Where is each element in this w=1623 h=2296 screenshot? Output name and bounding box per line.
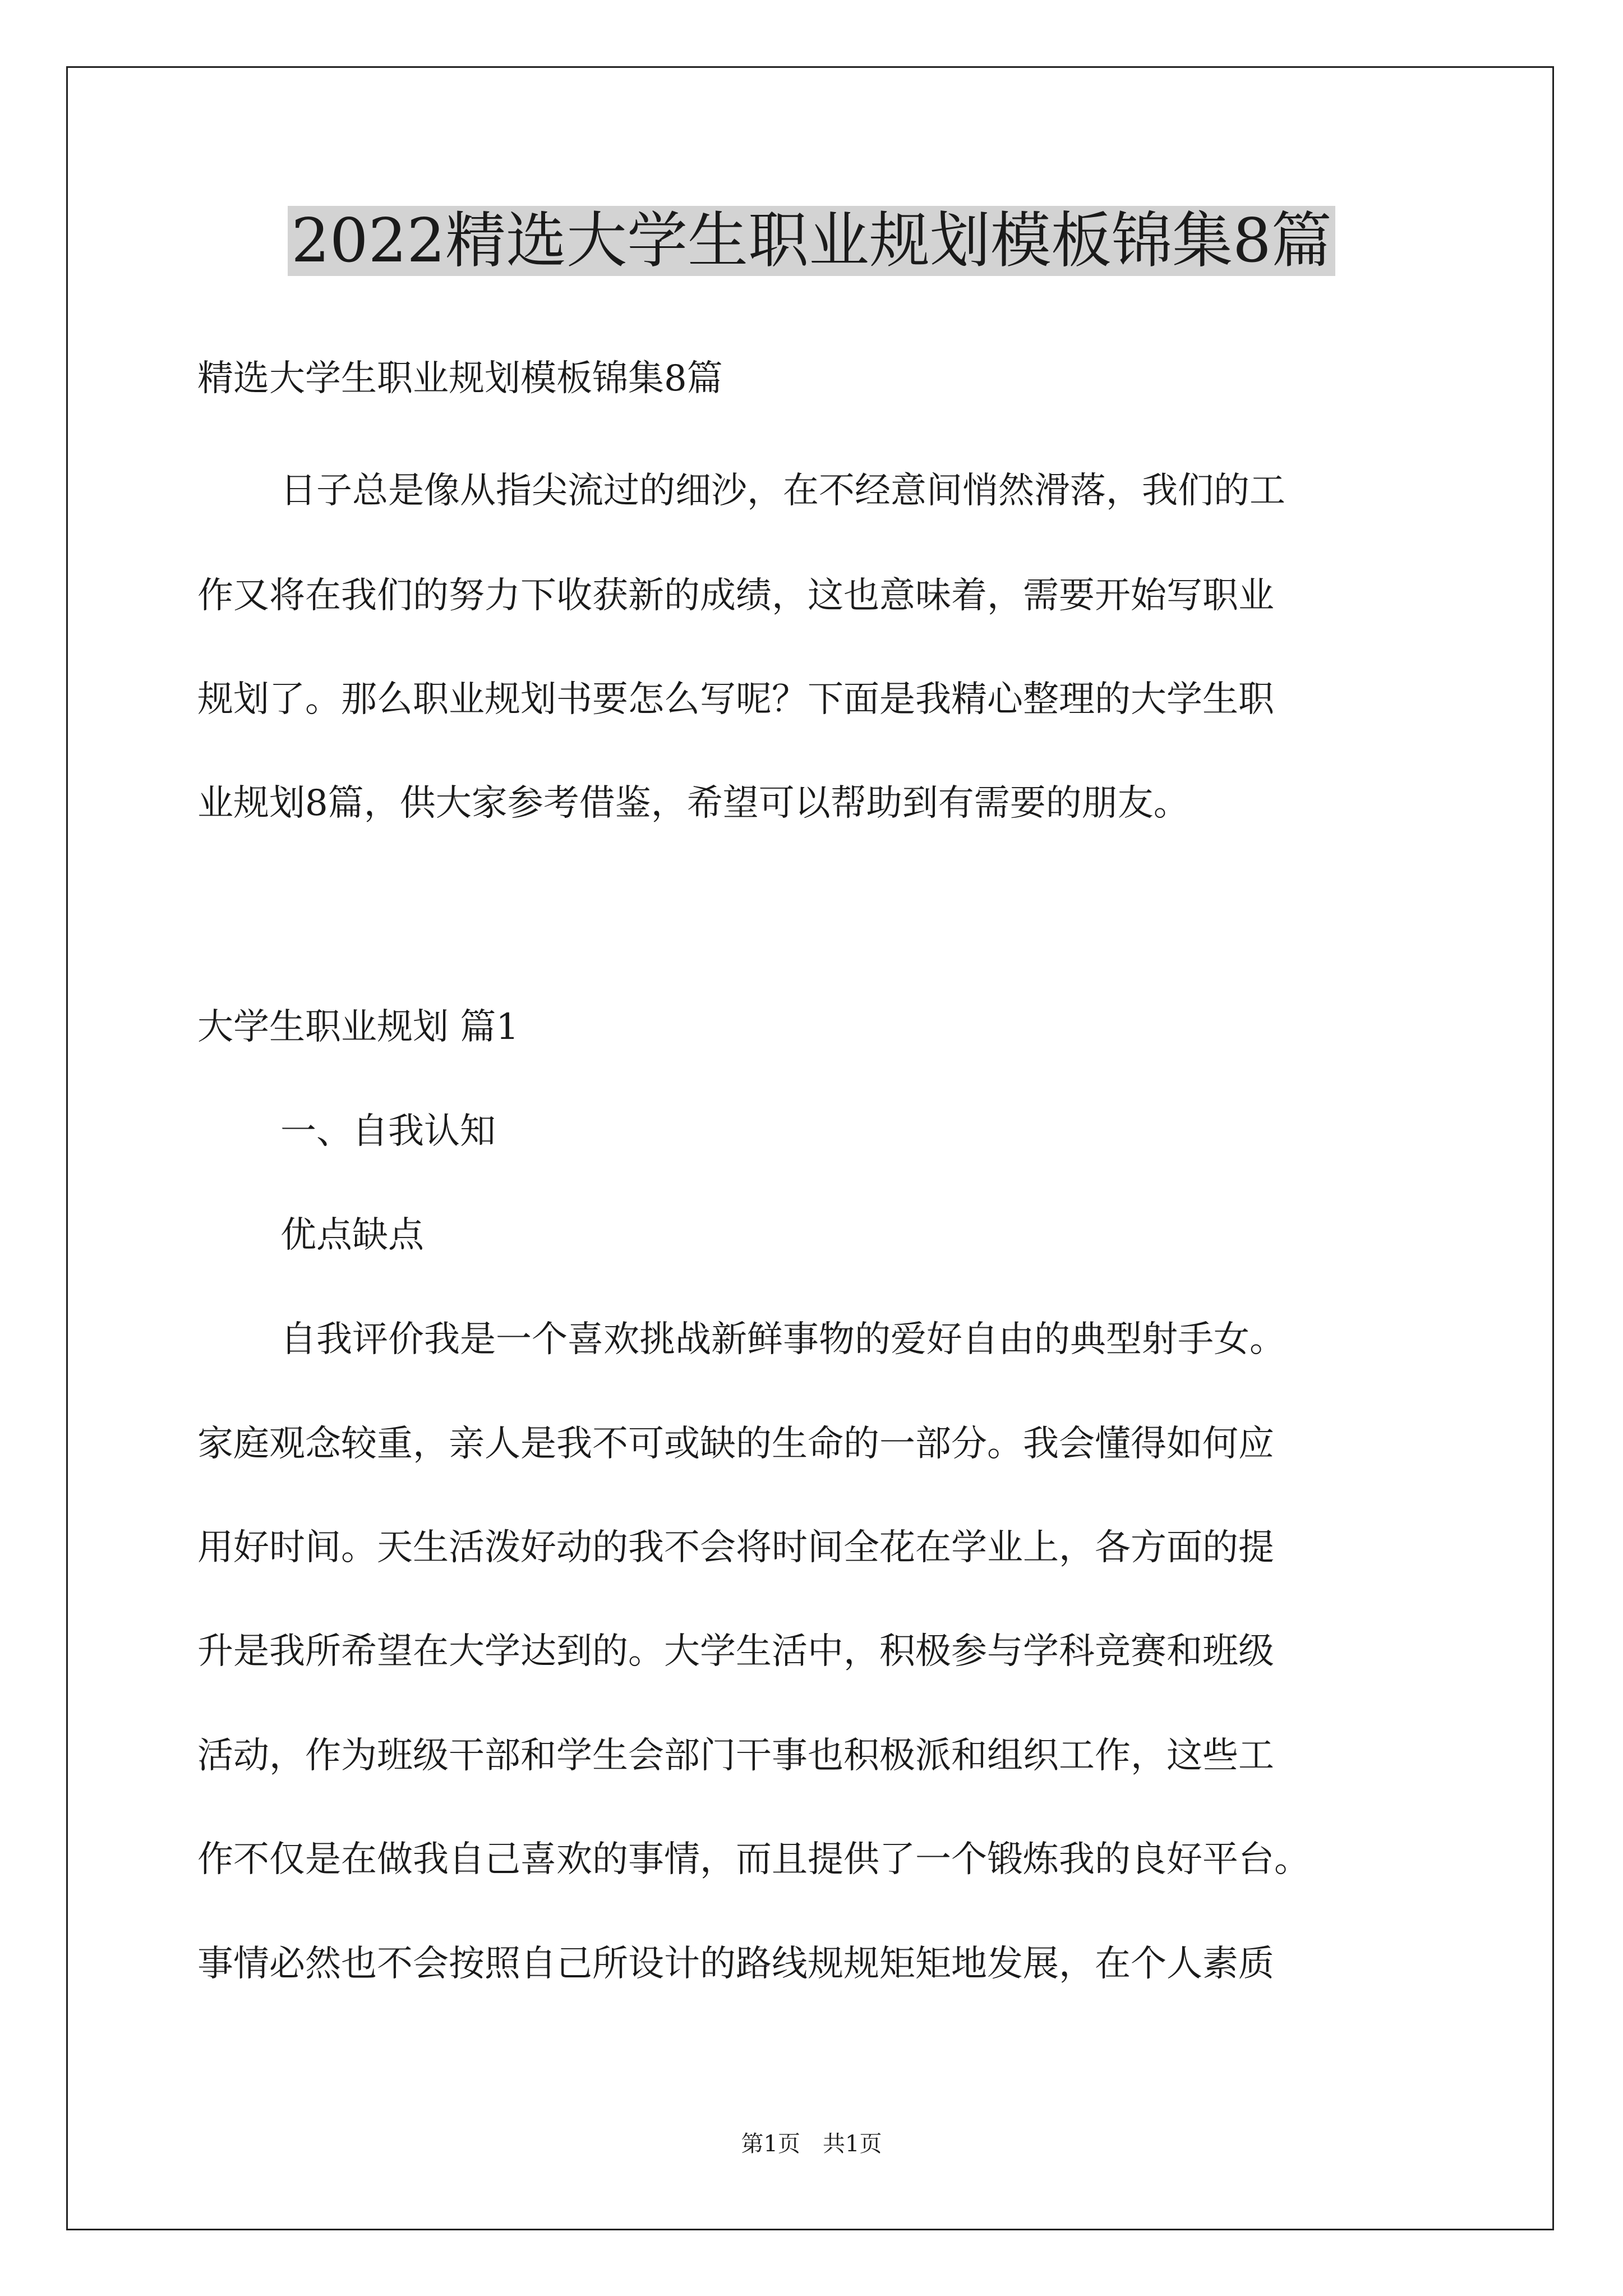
body-line: 自我评价我是一个喜欢挑战新鲜事物的爱好自由的典型射手女。: [280, 1319, 1285, 1360]
section-heading: 大学生职业规划 篇1: [197, 1006, 519, 1048]
body-line: 用好时间。天生活泼好动的我不会将时间全花在学业上，各方面的提: [197, 1527, 1274, 1568]
document-title-text: 2022精选大学生职业规划模板锦集8篇: [288, 206, 1335, 276]
body-line: 事情必然也不会按照自己所设计的路线规规矩矩地发展，在个人素质: [197, 1943, 1274, 1985]
subheading: 一、自我认知: [280, 1111, 496, 1152]
document-title: [0, 199, 1623, 283]
body-line: 升是我所希望在大学达到的。大学生活中，积极参与学科竞赛和班级: [197, 1631, 1274, 1672]
intro-line: 日子总是像从指尖流过的细沙，在不经意间悄然滑落，我们的工: [280, 470, 1285, 512]
document-subtitle: 精选大学生职业规划模板锦集8篇: [197, 358, 723, 399]
body-line: 活动，作为班级干部和学生会部门干事也积极派和组织工作，这些工: [197, 1735, 1274, 1777]
body-line: 家庭观念较重，亲人是我不可或缺的生命的一部分。我会懂得如何应: [197, 1423, 1274, 1465]
intro-line: 作又将在我们的努力下收获新的成绩，这也意味着，需要开始写职业: [197, 575, 1274, 616]
intro-line: 规划了。那么职业规划书要怎么写呢？下面是我精心整理的大学生职: [197, 679, 1274, 720]
body-line: 作不仅是在做我自己喜欢的事情，而且提供了一个锻炼我的良好平台。: [197, 1839, 1310, 1880]
intro-line: 业规划8篇，供大家参考借鉴，希望可以帮助到有需要的朋友。: [197, 783, 1189, 824]
subheading: 优点缺点: [280, 1214, 424, 1256]
page-footer: 第1页 共1页: [741, 2131, 882, 2157]
